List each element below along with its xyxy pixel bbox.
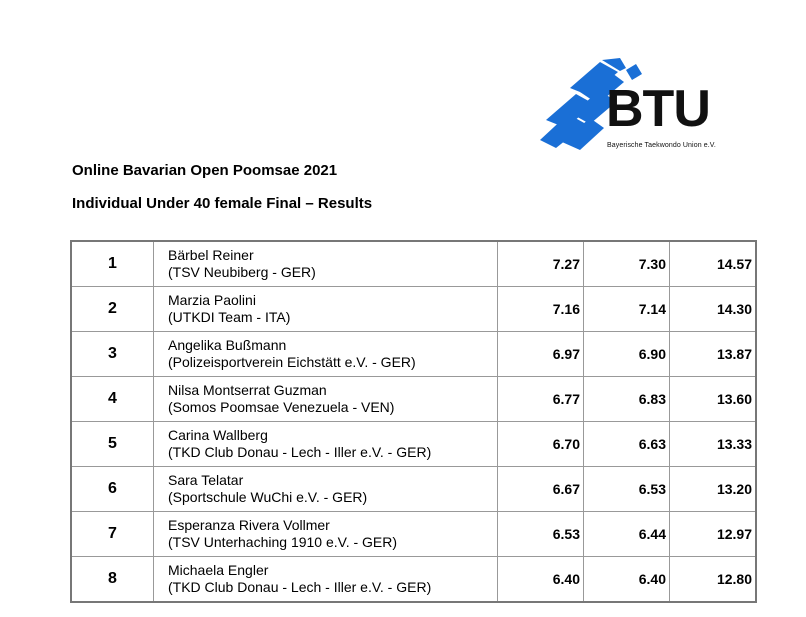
table-row	[71, 467, 756, 512]
rank-cell: 8	[71, 557, 154, 603]
rank-cell: 3	[71, 332, 154, 377]
athlete-name: Angelika Bußmann	[168, 337, 287, 353]
rank-cell: 2	[71, 287, 154, 332]
athlete-cell	[154, 287, 498, 332]
athlete-name: Nilsa Montserrat Guzman	[168, 382, 327, 398]
table-row	[71, 241, 756, 287]
athlete-cell	[154, 241, 498, 287]
athlete-cell	[154, 332, 498, 377]
score2-cell: 6.83	[584, 377, 670, 422]
score1-cell: 6.97	[498, 332, 584, 377]
athlete-club: (TKD Club Donau - Lech - Iller e.V. - GER)	[168, 579, 432, 595]
score1-cell: 6.70	[498, 422, 584, 467]
athlete-club: (TKD Club Donau - Lech - Iller e.V. - GER)	[168, 444, 432, 460]
total-cell: 13.20	[670, 467, 757, 512]
table-row	[71, 557, 756, 603]
athlete-cell	[154, 512, 498, 557]
rank-cell: 4	[71, 377, 154, 422]
athlete-cell	[154, 422, 498, 467]
table-row	[71, 287, 756, 332]
category-title: Individual Under 40 female Final – Results	[72, 195, 373, 212]
score2-cell: 6.44	[584, 512, 670, 557]
score1-cell: 6.77	[498, 377, 584, 422]
athlete-cell	[154, 467, 498, 512]
logo-subtitle: Bayerische Taekwondo Union e.V.	[607, 142, 716, 149]
score1-cell: 6.40	[498, 557, 584, 603]
table-row	[71, 332, 756, 377]
athlete-club: (TSV Unterhaching 1910 e.V. - GER)	[168, 534, 398, 550]
athlete-cell	[154, 377, 498, 422]
table-row	[71, 512, 756, 557]
score2-cell: 6.63	[584, 422, 670, 467]
athlete-name: Marzia Paolini	[168, 292, 256, 308]
logo-text: BTU	[606, 80, 710, 138]
athlete-club: (Sportschule WuChi e.V. - GER)	[168, 489, 368, 505]
score1-cell: 6.67	[498, 467, 584, 512]
athlete-name: Bärbel Reiner	[168, 247, 254, 263]
rank-cell: 5	[71, 422, 154, 467]
score2-cell: 6.53	[584, 467, 670, 512]
athlete-club: (Polizeisportverein Eichstätt e.V. - GER)	[168, 354, 416, 370]
total-cell: 13.87	[670, 332, 757, 377]
total-cell: 13.60	[670, 377, 757, 422]
score1-cell: 7.16	[498, 287, 584, 332]
rank-cell: 7	[71, 512, 154, 557]
total-cell: 14.30	[670, 287, 757, 332]
athlete-club: (UTKDI Team - ITA)	[168, 309, 291, 325]
athlete-cell	[154, 557, 498, 603]
score1-cell: 7.27	[498, 241, 584, 287]
score1-cell: 6.53	[498, 512, 584, 557]
athlete-club: (TSV Neubiberg - GER)	[168, 264, 316, 280]
total-cell: 12.80	[670, 557, 757, 603]
athlete-name: Carina Wallberg	[168, 427, 268, 443]
event-title: Online Bavarian Open Poomsae 2021	[72, 162, 338, 179]
table-row	[71, 422, 756, 467]
results-table	[70, 240, 757, 603]
score2-cell: 6.90	[584, 332, 670, 377]
total-cell: 14.57	[670, 241, 757, 287]
rank-cell: 1	[71, 241, 154, 287]
athlete-name: Michaela Engler	[168, 562, 269, 578]
table-row	[71, 377, 756, 422]
score2-cell: 7.30	[584, 241, 670, 287]
total-cell: 13.33	[670, 422, 757, 467]
athlete-name: Esperanza Rivera Vollmer	[168, 517, 330, 533]
athlete-name: Sara Telatar	[168, 472, 244, 488]
score2-cell: 6.40	[584, 557, 670, 603]
athlete-club: (Somos Poomsae Venezuela - VEN)	[168, 399, 395, 415]
rank-cell: 6	[71, 467, 154, 512]
score2-cell: 7.14	[584, 287, 670, 332]
total-cell: 12.97	[670, 512, 757, 557]
